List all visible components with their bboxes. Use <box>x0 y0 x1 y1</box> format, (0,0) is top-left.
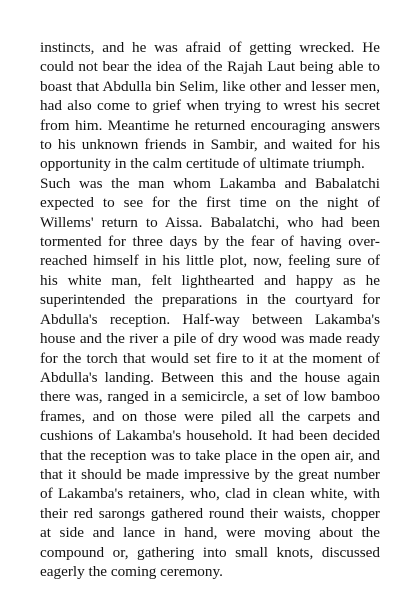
paragraph-main: Such was the man whom Lakamba and Babalatchi expected to see for the first time on the night of Willems' return to Aissa. Babalatchi, who had been tormented for three days by the fear of having over-reached himself in his little plot, now, feeling sure of his white man, felt lighthearted and happy as he superintended the preparations in the courtyard for Abdulla's reception. Half-way between Lakamba's house and the river a pile of dry wood was made ready for the torch that would set fire to it at the moment of Abdulla's landing. Between this and the house again there was, ranged in a semicircle, a set of low bamboo frames, and on those were piled all the carpets and cushions of Lakamba's household. It had been decided that the reception was to take place in the open air, and that it should be made impressive by the great number of Lakamba's retainers, who, clad in clean white, with their red sarongs gathered round their waists, chopper at side and lance in hand, were moving about the compound or, gathering into small knots, discussed eagerly the coming ceremony. <box>40 174 380 580</box>
page-body <box>40 38 380 581</box>
paragraph-continued: instincts, and he was afraid of getting wrecked. He could not bear the idea of the Rajah Laut being able to boast that Abdulla bin Selim, like other and lesser men, had also come to grief when trying to wrest his secret from him. Meantime he returned encouraging answers to his unknown friends in Sambir, and waited for his opportunity in the calm certitude of ultimate triumph. <box>40 39 380 173</box>
